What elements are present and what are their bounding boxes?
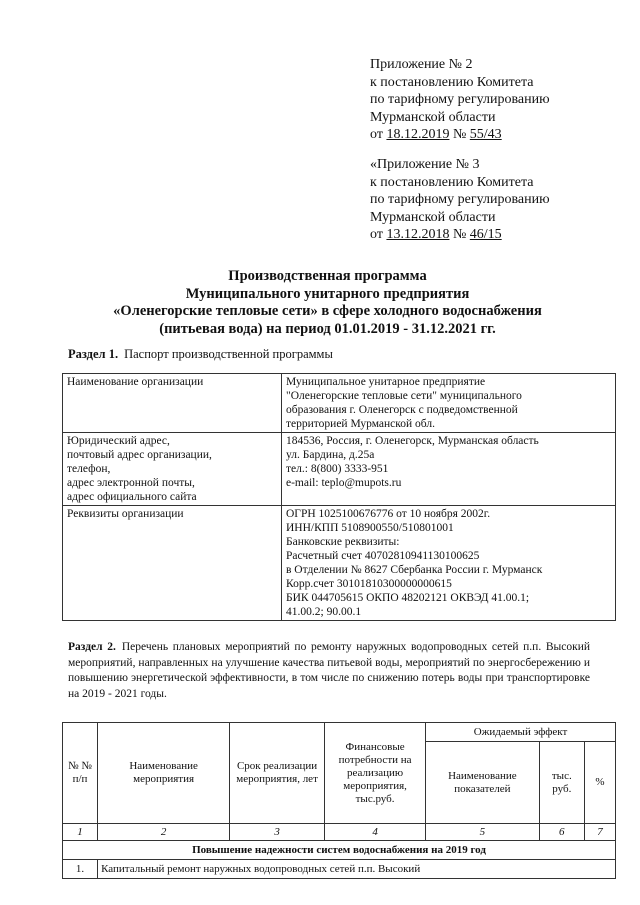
header-term: Срок реализации мероприятия, лет	[230, 723, 325, 824]
appendix-previous	[370, 156, 630, 244]
column-number-row	[63, 824, 616, 841]
passport-table	[62, 373, 616, 621]
table-row	[63, 374, 616, 433]
table-row	[63, 506, 616, 621]
passport-label: Наименование организации	[63, 374, 282, 433]
appendix-line: по тарифному регулированию	[370, 192, 550, 207]
header-thous: тыс. руб.	[539, 742, 584, 824]
group-title: Повышение надежности систем водоснабжения на 2019 год	[63, 841, 616, 860]
appendix-line: по тарифному регулированию	[370, 92, 550, 107]
column-number: 7	[585, 824, 616, 841]
column-number: 6	[539, 824, 584, 841]
header-finance: Финансовые потребности на реализацию мероприятия, тыс.руб.	[325, 723, 426, 824]
column-number: 1	[63, 824, 98, 841]
passport-value: Муниципальное унитарное предприятие "Оленегорские тепловые сети" муниципального образования г. Оленегорск с подведомственной территорией Мурманской обл.	[282, 374, 616, 433]
passport-label: Юридический адрес, почтовый адрес организации, телефон, адрес электронной почты, адрес официального сайта	[63, 433, 282, 506]
passport-value: ОГРН 1025100676776 от 10 ноября 2002г. ИНН/КПП 5108900550/510801001 Банковские реквизиты: Расчетный счет 40702810941130100625 в Отделении № 8627 Сбербанка России г. Мурманск Корр.счет 30101810300000000615 БИК 044705615 ОКПО 48202121 ОКВЭД 41.00.1; 41.00.2; 90.00.1	[282, 506, 616, 621]
section-2-paragraph	[68, 640, 590, 702]
column-number: 4	[325, 824, 426, 841]
header-effect: Ожидаемый эффект	[426, 723, 616, 742]
header-percent: %	[585, 742, 616, 824]
column-number: 3	[230, 824, 325, 841]
appendix-line: к постановлению Комитета	[370, 174, 534, 190]
appendix-date: 18.12.2019	[386, 127, 450, 142]
table-row	[63, 860, 616, 879]
appendix-number: 46/15	[469, 227, 502, 242]
title-line: Муниципального унитарного предприятия	[185, 285, 470, 302]
title-line: Производственная программа	[228, 268, 427, 284]
row-name: Капитальный ремонт наружных водопроводных сетей п.п. Высокий	[98, 860, 616, 879]
column-number: 2	[98, 824, 230, 841]
section-1-heading	[68, 347, 333, 362]
row-num: 1.	[63, 860, 98, 879]
appendix-line: к постановлению Комитета	[370, 74, 534, 90]
appendix-date-line: от 18.12.2019 № 55/43	[370, 127, 502, 142]
appendix-date: 13.12.2018	[386, 227, 450, 242]
appendix-line: Приложение № 2	[370, 57, 473, 72]
header-num: № № п/п	[63, 723, 98, 824]
section-1-text: Паспорт производственной программы	[124, 347, 333, 361]
appendix-line: Мурманской области	[370, 209, 496, 225]
column-number: 5	[426, 824, 539, 841]
appendix-line: «Приложение № 3	[370, 157, 480, 172]
appendix-current	[370, 56, 630, 144]
section-2-label: Раздел 2.	[68, 641, 116, 653]
document-title	[40, 268, 615, 338]
appendix-date-line: от 13.12.2018 № 46/15	[370, 227, 502, 242]
title-line: «Оленегорские тепловые сети» в сфере холодного водоснабжения	[113, 303, 542, 319]
header-name: Наименование мероприятия	[98, 723, 230, 824]
group-row	[63, 841, 616, 860]
passport-value: 184536, Россия, г. Оленегорск, Мурманская область ул. Бардина, д.25а тел.: 8(800) 3333-951 e-mail: teplo@mupots.ru	[282, 433, 616, 506]
plan-table	[62, 722, 616, 879]
title-line: (питьевая вода) на период 01.01.2019 - 31.12.2021 гг.	[159, 320, 496, 337]
section-1-label: Раздел 1.	[68, 347, 119, 361]
table-row	[63, 433, 616, 506]
appendix-number: 55/43	[469, 127, 502, 142]
section-2-text: Перечень плановых мероприятий по ремонту наружных водопроводных сетей п.п. Высокий мероприятий, направленных на улучшение качества питьевой воды, мероприятий по энергосбережению и повышению энергетической эффективности, в том числе по снижению потерь воды при транспортировке на 2019 - 2021 годы.	[68, 641, 590, 700]
passport-label: Реквизиты организации	[63, 506, 282, 621]
header-indicators: Наименование показателей	[426, 742, 539, 824]
table-header-row	[63, 723, 616, 742]
appendix-line: Мурманской области	[370, 109, 496, 125]
